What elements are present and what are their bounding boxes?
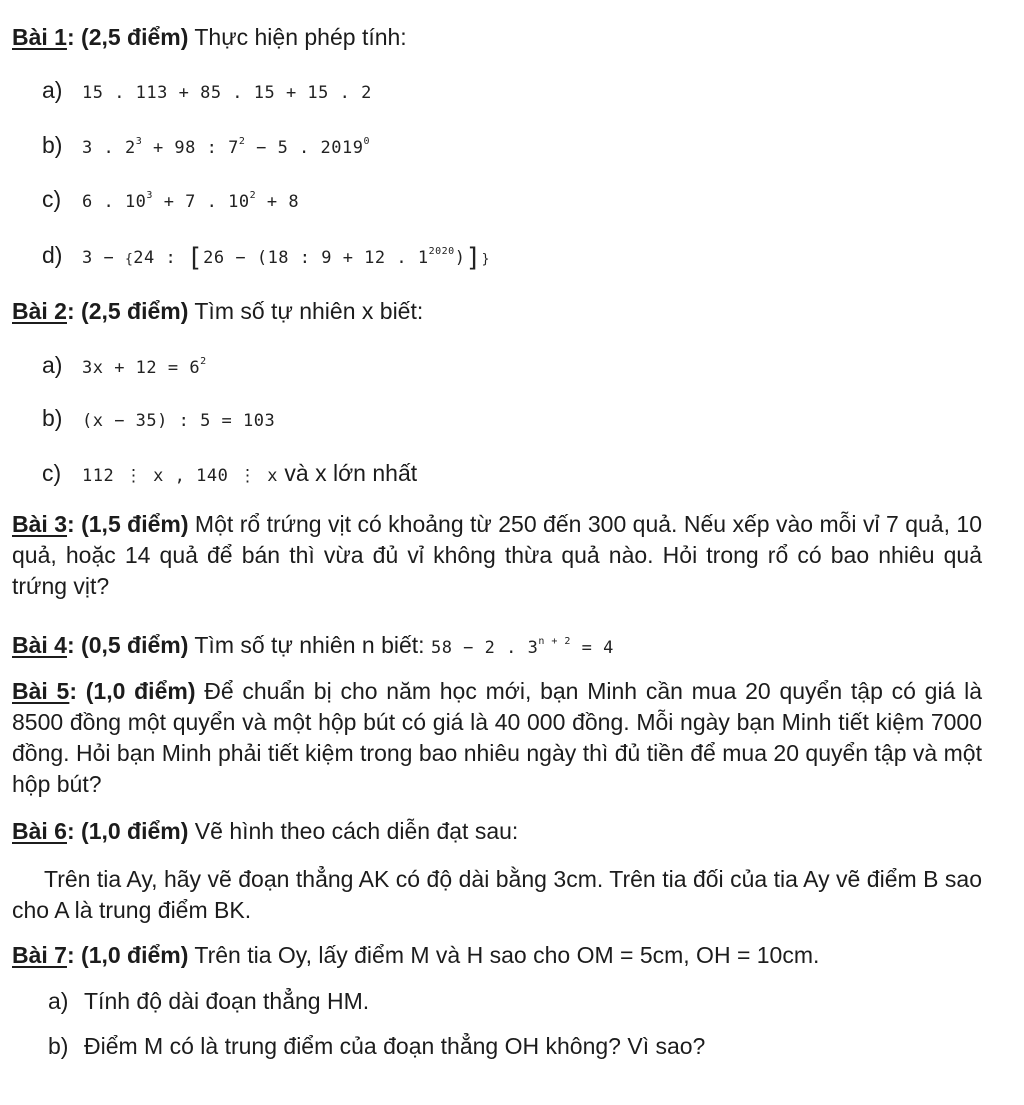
item-text: và x lớn nhất — [278, 460, 418, 486]
bai1-item-d — [42, 240, 490, 275]
bai1-heading — [12, 22, 407, 52]
item-label: b) — [48, 1033, 69, 1059]
bai5-paragraph — [12, 676, 982, 800]
bai1-label: Bài 1 — [12, 24, 67, 50]
bai3-paragraph — [12, 509, 982, 602]
bai2-item-c — [42, 458, 417, 491]
math-expression: 112 ⋮ x , 140 ⋮ x — [82, 466, 279, 486]
bai1-item-a — [42, 75, 372, 108]
bai6-text: Vẽ hình theo cách diễn đạt sau: — [188, 818, 519, 844]
bai3-label: Bài 3 — [12, 511, 68, 537]
item-label: b) — [42, 405, 63, 431]
bai2-heading — [12, 296, 423, 326]
bai4-heading — [12, 630, 614, 663]
bai1-item-c — [42, 184, 299, 217]
bai3-points: : (1,5 điểm) — [67, 511, 189, 537]
bai6-points: : (1,0 điểm) — [66, 818, 189, 844]
item-label: a) — [48, 988, 69, 1014]
bai4-text: Tìm số tự nhiên n biết: — [188, 632, 431, 658]
bai4-points: : (0,5 điểm) — [66, 632, 189, 658]
bai3-text: Một rổ trứng vịt có khoảng từ 250 đến 300 quả. Nếu xếp vào mỗi vỉ 7 quả, 10 quả, hoặc 14 quả để bán thì vừa đủ vỉ không thừa quả nào. Hỏi trong rổ có bao nhiêu quả trứng vịt? — [12, 511, 982, 599]
bai7-points: : (1,0 điểm) — [66, 942, 189, 968]
bai7-item-b — [48, 1031, 705, 1061]
bai6-label: Bài 6 — [12, 818, 67, 844]
math-expression: 3 − {24 : [26 − (18 : 9 + 12 . $1^{2020}$)]} — [82, 243, 490, 273]
bai7-item-a — [48, 986, 369, 1016]
bai2-item-b — [42, 403, 275, 436]
bai1-text: Thực hiện phép tính: — [188, 24, 407, 50]
bai7-text: Trên tia Oy, lấy điểm M và H sao cho OM = 5cm, OH = 10cm. — [188, 942, 820, 968]
math-expression: (x − 35) : 5 = 103 — [82, 411, 276, 431]
bai6-heading — [12, 816, 518, 846]
bai7-heading — [12, 940, 819, 970]
item-label: b) — [42, 132, 63, 158]
bai1-item-b — [42, 130, 370, 163]
math-expression: 6 . $10^3 + 7$ . $10^2 + 8$ — [82, 190, 300, 212]
item-label: d) — [42, 242, 63, 268]
math-expression: $3x + 12 = 6^2$ — [82, 356, 207, 378]
item-label: c) — [42, 186, 62, 212]
bai2-item-a — [42, 350, 207, 383]
item-label: a) — [42, 352, 63, 378]
bai7-label: Bài 7 — [12, 942, 67, 968]
bai2-label: Bài 2 — [12, 298, 67, 324]
item-label: c) — [42, 460, 62, 486]
bai5-points: : (1,0 điểm) — [69, 678, 196, 704]
bai5-label: Bài 5 — [12, 678, 70, 704]
bai4-label: Bài 4 — [12, 632, 67, 658]
item-text: Tính độ dài đoạn thẳng HM. — [84, 988, 370, 1014]
bai1-points: : (2,5 điểm) — [66, 24, 189, 50]
math-expression: 3 . $2^3 + 98$ : $7^2 - 5$ . 2019$^0$ — [82, 136, 370, 158]
math-expression: 58 − 2 . $3^{n + 2} = 4$ — [430, 636, 614, 658]
item-label: a) — [42, 77, 63, 103]
bai2-points: : (2,5 điểm) — [66, 298, 189, 324]
bai2-text: Tìm số tự nhiên x biết: — [188, 298, 424, 324]
math-expression: 15 . 113 + 85 . 15 + 15 . 2 — [82, 83, 372, 103]
bai6-body: Trên tia Ay, hãy vẽ đoạn thẳng AK có độ dài bằng 3cm. Trên tia đối của tia Ay vẽ điểm B sao cho A là trung điểm BK. — [12, 866, 982, 923]
item-text: Điểm M có là trung điểm của đoạn thẳng OH không? Vì sao? — [84, 1033, 706, 1059]
bai5-text: Để chuẩn bị cho năm học mới, bạn Minh cần mua 20 quyển tập có giá là 8500 đồng một quyển và một hộp bút có giá là 40 000 đồng. Mỗi ngày bạn Minh tiết kiệm 7000 đồng. Hỏi bạn Minh phải tiết kiệm trong bao nhiêu ngày thì đủ tiền để mua 20 quyển tập và một hộp bút? — [12, 678, 982, 797]
